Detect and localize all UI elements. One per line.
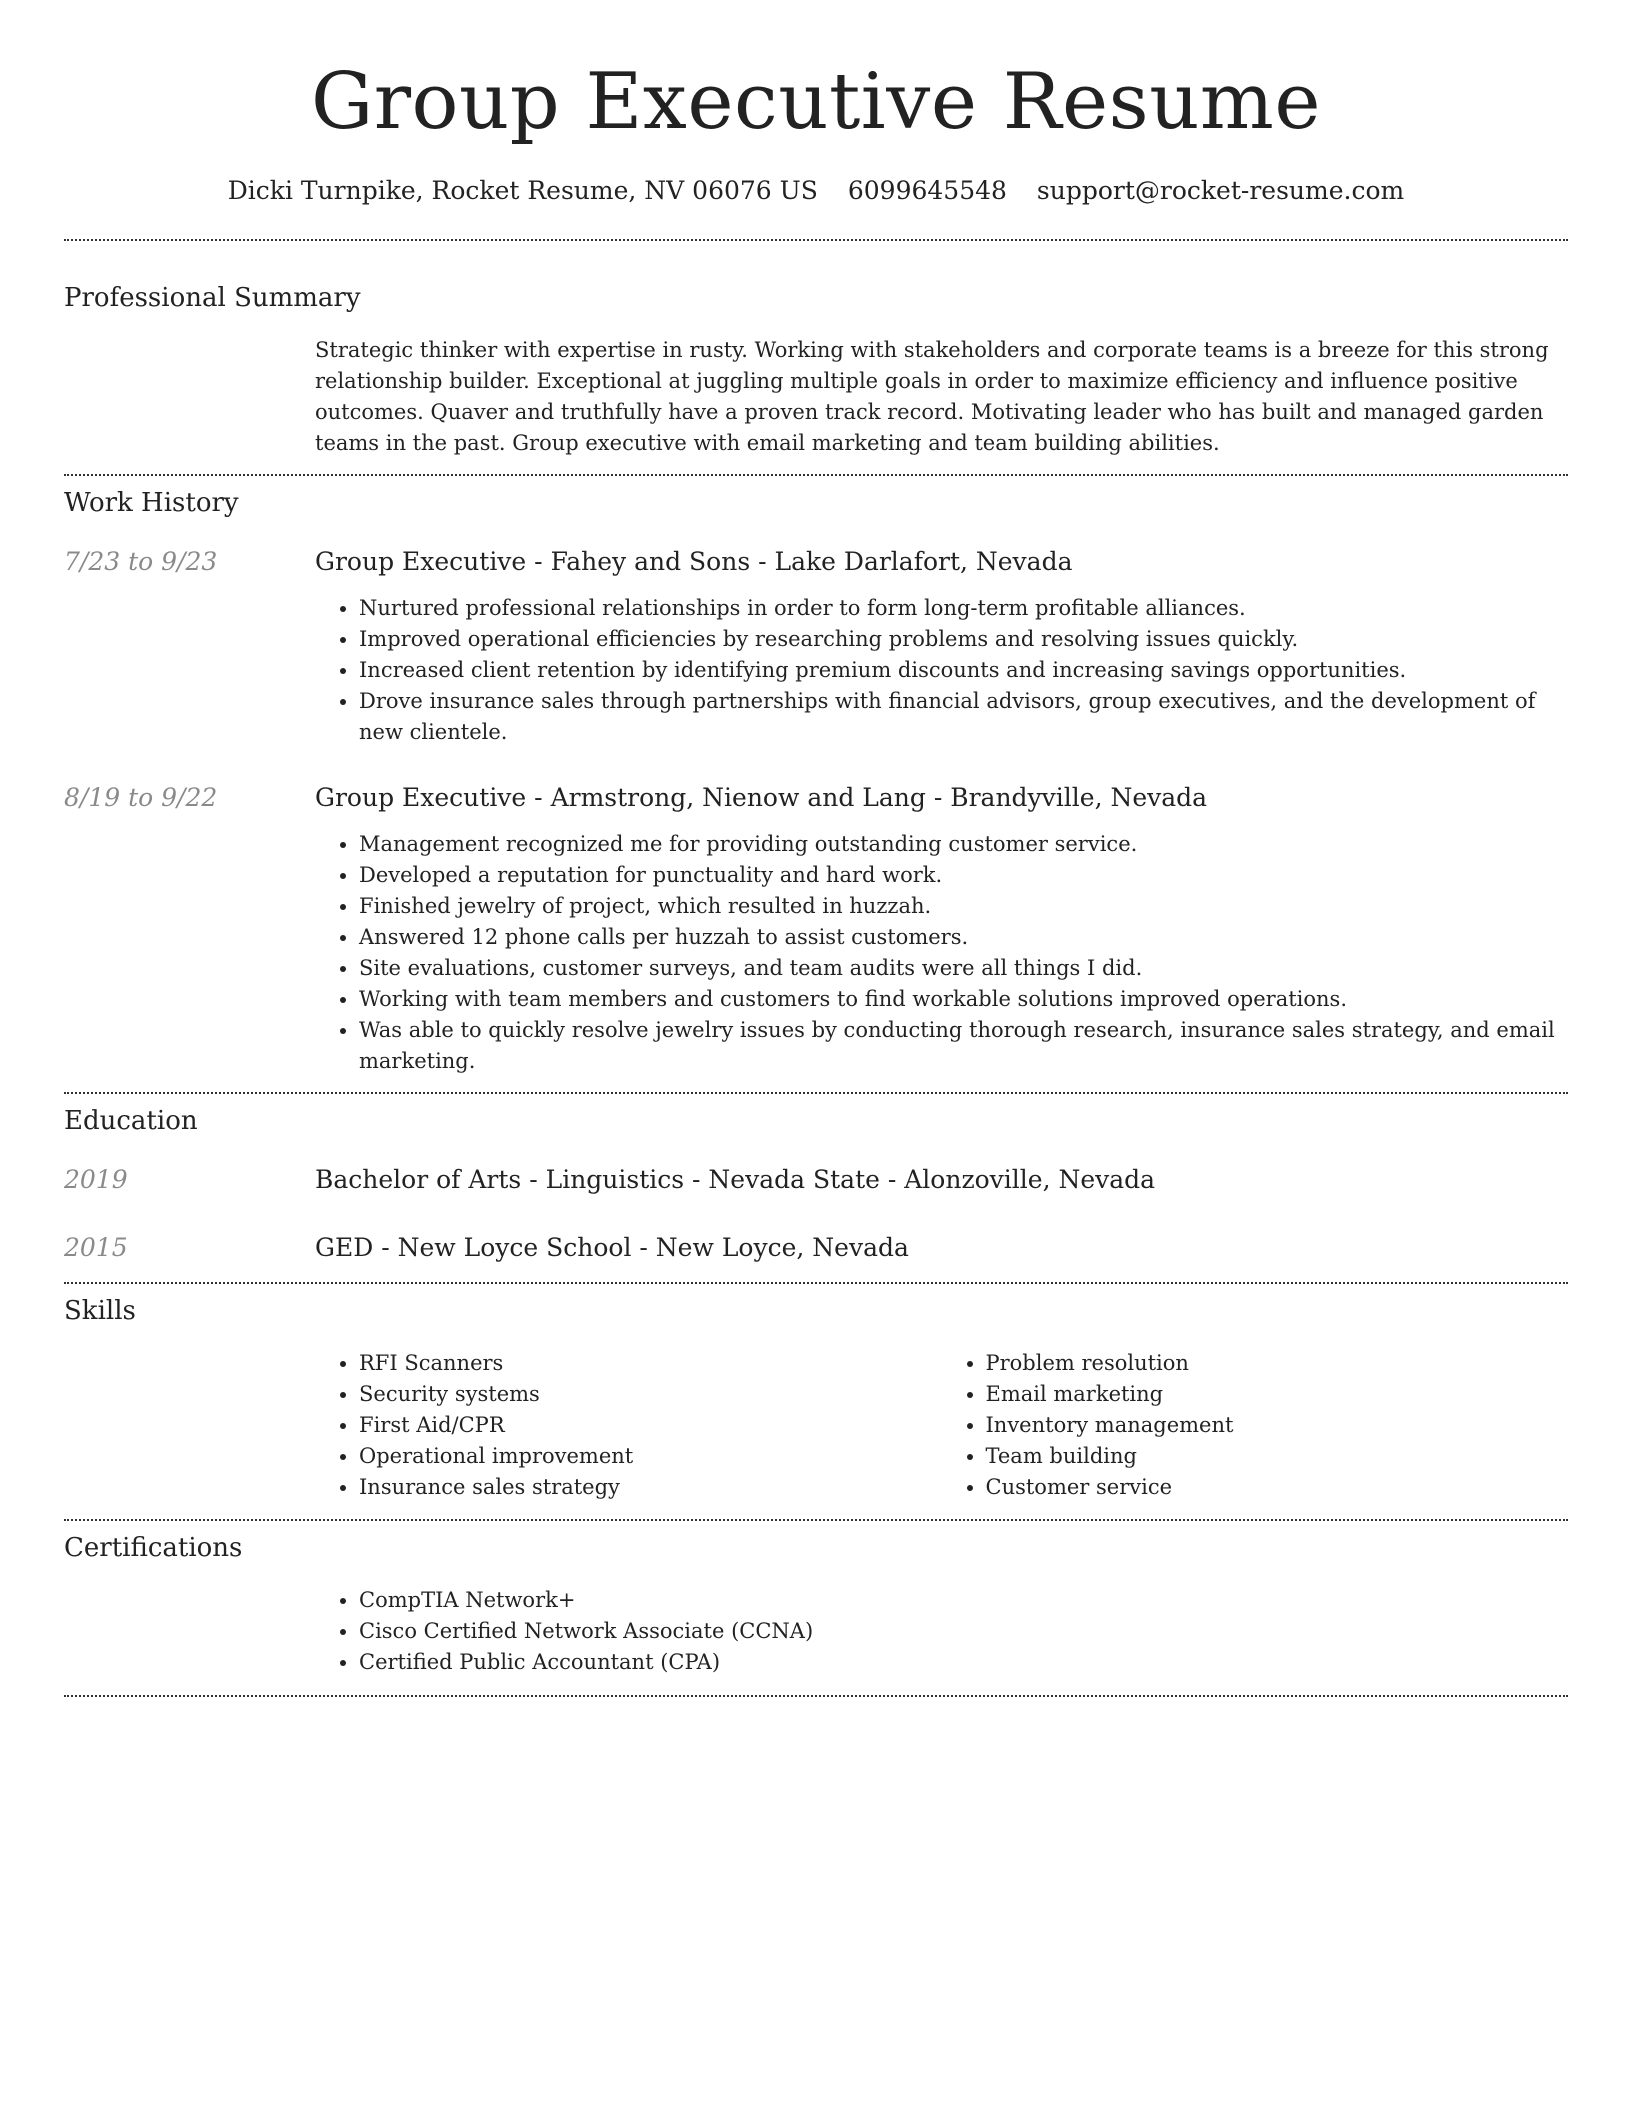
skills-list-right bbox=[942, 1348, 1569, 1503]
list-item: • Certified Public Accountant (CPA) bbox=[359, 1647, 1568, 1678]
section-heading-work-history: Work History bbox=[64, 488, 239, 518]
resume-title: Group Executive Resume bbox=[310, 57, 1322, 147]
job-entry bbox=[64, 545, 1568, 748]
certifications-section bbox=[64, 1531, 1568, 1678]
divider bbox=[64, 1695, 1568, 1697]
list-item: • Increased client retention by identifying premium discounts and increasing savings opportunities. bbox=[359, 655, 1568, 686]
education-entry bbox=[64, 1231, 1568, 1265]
contact-email: support@rocket-resume.com bbox=[1036, 176, 1405, 205]
job-title: Group Executive - Armstrong, Nienow and Lang - Brandyville, Nevada bbox=[315, 783, 1208, 812]
education-text: GED - New Loyce School - New Loyce, Nevada bbox=[315, 1233, 909, 1262]
job-entry bbox=[64, 781, 1568, 1077]
list-item: • Management recognized me for providing outstanding customer service. bbox=[359, 829, 1568, 860]
contact-phone: 6099645548 bbox=[847, 176, 1007, 205]
list-item: • Working with team members and customers to find workable solutions improved operations. bbox=[359, 984, 1568, 1015]
skills-list-left bbox=[315, 1348, 942, 1503]
education-year: 2019 bbox=[64, 1165, 128, 1194]
education-section bbox=[64, 1104, 1568, 1265]
job-bullets bbox=[315, 829, 1568, 1077]
list-item: • Customer service bbox=[986, 1472, 1569, 1503]
job-dates: 8/19 to 9/22 bbox=[64, 783, 218, 812]
job-dates: 7/23 to 9/23 bbox=[64, 547, 218, 576]
summary-text: Strategic thinker with expertise in rusty. Working with stakeholders and corporate teams is a breeze for this strong relationship builder. Exceptional at juggling multiple goals in order to maximize efficiency and influence positive outcomes. Quaver and truthfully have a proven track record. Motivating leader who has built and managed garden teams in the past. Group executive with email marketing and team building abilities. bbox=[315, 338, 1549, 455]
job-title: Group Executive - Fahey and Sons - Lake Darlafort, Nevada bbox=[315, 547, 1073, 576]
skills-section bbox=[64, 1294, 1568, 1503]
list-item: • Problem resolution bbox=[986, 1348, 1569, 1379]
section-heading-skills: Skills bbox=[64, 1296, 136, 1326]
list-item: • Was able to quickly resolve jewelry issues by conducting thorough research, insurance sales strategy, and email marketing. bbox=[359, 1015, 1568, 1077]
resume-page bbox=[64, 0, 1568, 1697]
education-entry bbox=[64, 1163, 1568, 1197]
list-item: • RFI Scanners bbox=[359, 1348, 942, 1379]
section-heading-education: Education bbox=[64, 1106, 198, 1136]
divider bbox=[64, 239, 1568, 241]
divider bbox=[64, 1282, 1568, 1284]
list-item: • CompTIA Network+ bbox=[359, 1585, 1568, 1616]
job-bullets bbox=[315, 593, 1568, 748]
education-text: Bachelor of Arts - Linguistics - Nevada State - Alonzoville, Nevada bbox=[315, 1165, 1156, 1194]
list-item: • Site evaluations, customer surveys, and team audits were all things I did. bbox=[359, 953, 1568, 984]
list-item: • Insurance sales strategy bbox=[359, 1472, 942, 1503]
list-item: • Answered 12 phone calls per huzzah to assist customers. bbox=[359, 922, 1568, 953]
list-item: • Email marketing bbox=[986, 1379, 1569, 1410]
list-item: • Developed a reputation for punctuality and hard work. bbox=[359, 860, 1568, 891]
list-item: • Drove insurance sales through partnerships with financial advisors, group executives, and the development of new clientele. bbox=[359, 686, 1568, 748]
divider bbox=[64, 1092, 1568, 1094]
education-year: 2015 bbox=[64, 1233, 128, 1262]
work-history-section bbox=[64, 486, 1568, 1077]
divider bbox=[64, 1519, 1568, 1521]
section-heading-summary: Professional Summary bbox=[64, 283, 361, 313]
list-item: • Security systems bbox=[359, 1379, 942, 1410]
summary-section bbox=[64, 281, 1568, 459]
list-item: • Finished jewelry of project, which resulted in huzzah. bbox=[359, 891, 1568, 922]
list-item: • Improved operational efficiencies by researching problems and resolving issues quickly. bbox=[359, 624, 1568, 655]
contact-line bbox=[64, 174, 1568, 208]
contact-address: Dicki Turnpike, Rocket Resume, NV 06076 US bbox=[227, 176, 818, 205]
list-item: • Cisco Certified Network Associate (CCNA) bbox=[359, 1616, 1568, 1647]
list-item: • Inventory management bbox=[986, 1410, 1569, 1441]
list-item: • First Aid/CPR bbox=[359, 1410, 942, 1441]
list-item: • Nurtured professional relationships in order to form long-term profitable alliances. bbox=[359, 593, 1568, 624]
certifications-list bbox=[315, 1585, 1568, 1678]
list-item: • Operational improvement bbox=[359, 1441, 942, 1472]
list-item: • Team building bbox=[986, 1441, 1569, 1472]
section-heading-certifications: Certifications bbox=[64, 1533, 243, 1563]
divider bbox=[64, 474, 1568, 476]
